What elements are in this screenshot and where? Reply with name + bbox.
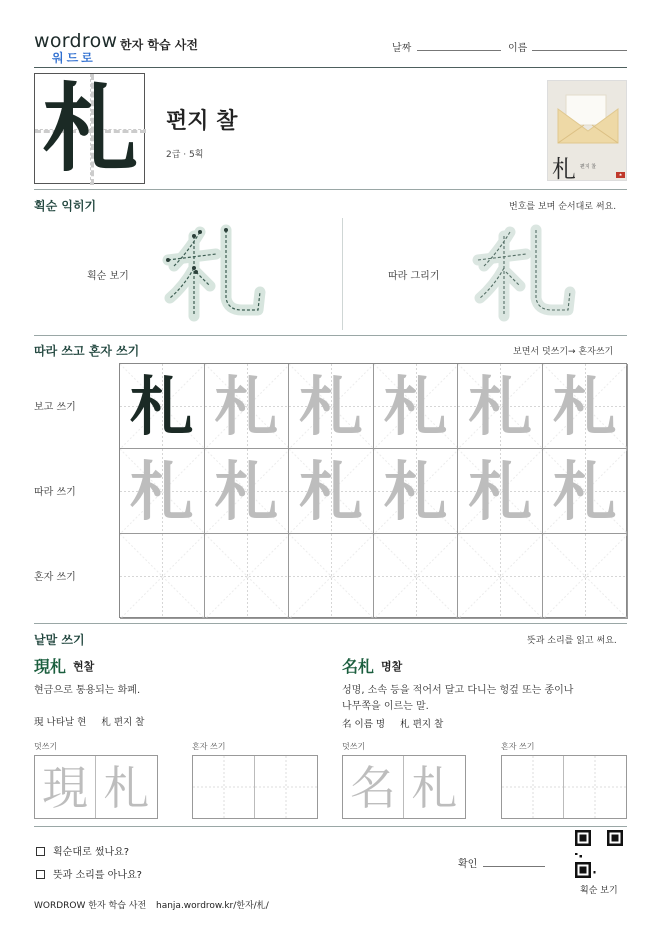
- word-parts: 名 이름 명 札 편지 찰: [342, 719, 444, 730]
- practice-char: 札: [129, 370, 194, 445]
- card-thumbnail: [547, 80, 627, 181]
- practice-section-hint: 보면서 덧쓰기→ 혼자쓰기: [513, 347, 614, 357]
- stroke-section-divider: [34, 335, 627, 336]
- practice-cell[interactable]: [205, 449, 290, 534]
- stroke-trace-diagram[interactable]: [470, 216, 580, 328]
- practice-cell[interactable]: [458, 534, 543, 619]
- word-hanja: 名札: [342, 657, 375, 676]
- thumbnail-badge: ★: [616, 172, 625, 178]
- stroke-section-hint: 번호를 보며 순서대로 써요.: [509, 202, 617, 212]
- practice-char: 札: [383, 370, 448, 445]
- practice-char: 札: [214, 370, 279, 445]
- word-solo-label: 혼자 쓰기: [192, 742, 226, 751]
- date-field[interactable]: [417, 50, 501, 51]
- stroke-trace-label: 따라 그리기: [388, 271, 440, 282]
- practice-grid[interactable]: [119, 363, 627, 618]
- practice-cell[interactable]: [289, 449, 374, 534]
- entry-title: 편지 찰: [166, 109, 238, 134]
- trace-char: 名: [350, 761, 396, 815]
- thumbnail-caption: 편지 찰: [580, 164, 597, 170]
- trace-char: 現: [42, 761, 88, 815]
- practice-char: 札: [298, 370, 363, 445]
- word-solo-box[interactable]: [501, 755, 627, 819]
- practice-char: 札: [214, 455, 279, 530]
- practice-char: 札: [552, 370, 617, 445]
- word-trace-box[interactable]: [342, 755, 466, 819]
- word-hanja: 現札: [34, 657, 67, 676]
- row-label-solo: 혼자 쓰기: [34, 572, 76, 583]
- practice-cell[interactable]: [374, 534, 459, 619]
- practice-cell[interactable]: [120, 449, 205, 534]
- practice-char: 札: [552, 455, 617, 530]
- word-solo-box[interactable]: [192, 755, 318, 819]
- footer-brand: WORDROW 한자 학습 사전: [34, 901, 147, 911]
- trace-char: 札: [103, 761, 150, 815]
- checkbox[interactable]: [36, 847, 45, 856]
- practice-cell[interactable]: [205, 364, 290, 449]
- word-trace-box[interactable]: [34, 755, 158, 819]
- practice-cell[interactable]: [374, 364, 459, 449]
- practice-cell[interactable]: [543, 364, 628, 449]
- word-definition: 나무쪽을 이르는 말.: [342, 701, 429, 712]
- entry-divider: [34, 189, 627, 190]
- name-label: 이름: [508, 43, 528, 54]
- checklist-item[interactable]: 획순대로 썼나요?: [36, 843, 129, 858]
- practice-cell[interactable]: [458, 449, 543, 534]
- word-trace-label: 덧쓰기: [34, 742, 58, 751]
- practice-section-title: 따라 쓰고 혼자 쓰기: [34, 344, 140, 358]
- thumbnail-character: 札: [552, 155, 576, 181]
- word-definition: 현금으로 통용되는 화폐.: [34, 685, 141, 696]
- logo-wordrow: wordrow: [34, 30, 118, 52]
- stroke-view-label: 획순 보기: [87, 271, 129, 282]
- name-field[interactable]: [532, 50, 627, 51]
- qr-code[interactable]: [575, 830, 623, 878]
- footer-url[interactable]: hanja.wordrow.kr/한자/札/: [156, 901, 269, 911]
- vocab-section-hint: 뜻과 소리를 읽고 써요.: [527, 636, 617, 646]
- practice-char: 札: [129, 455, 194, 530]
- practice-char: 札: [383, 455, 448, 530]
- word-reading: 현찰: [73, 660, 95, 673]
- practice-cell[interactable]: [120, 364, 205, 449]
- word-reading: 명찰: [381, 660, 403, 673]
- practice-cell[interactable]: [120, 534, 205, 619]
- practice-char: 札: [468, 455, 533, 530]
- main-character: 札: [42, 72, 139, 185]
- practice-char: 札: [298, 455, 363, 530]
- vocab-section-title: 낱말 쓰기: [34, 633, 85, 647]
- practice-cell[interactable]: [543, 449, 628, 534]
- checklist-item[interactable]: 뜻과 소리를 아나요?: [36, 866, 142, 881]
- confirm-label: 확인: [458, 859, 478, 870]
- practice-cell[interactable]: [374, 449, 459, 534]
- practice-cell[interactable]: [458, 364, 543, 449]
- row-label-trace: 따라 쓰기: [34, 487, 76, 498]
- word-solo-label: 혼자 쓰기: [501, 742, 535, 751]
- practice-section-divider: [34, 623, 627, 624]
- vocab-section-divider: [34, 826, 627, 827]
- qr-caption: 획순 보기: [580, 886, 618, 896]
- checkbox[interactable]: [36, 870, 45, 879]
- word-trace-label: 덧쓰기: [342, 742, 366, 751]
- stroke-order-diagram: [160, 216, 270, 328]
- entry-meta: 2급 · 5획: [166, 150, 204, 160]
- app-title: 한자 학습 사전: [120, 38, 198, 52]
- trace-char: 札: [411, 761, 458, 815]
- stroke-divider: [342, 218, 343, 330]
- stroke-section-title: 획순 익히기: [34, 199, 97, 213]
- word-definition: 성명, 소속 등을 적어서 달고 다니는 헝겊 또는 종이나: [342, 685, 574, 696]
- practice-cell[interactable]: [289, 534, 374, 619]
- confirm-field[interactable]: [483, 866, 545, 867]
- word-parts: 現 나타날 현 札 편지 찰: [34, 717, 145, 728]
- logo-korean: 워드로: [52, 51, 96, 65]
- practice-cell[interactable]: [543, 534, 628, 619]
- practice-char: 札: [468, 370, 533, 445]
- practice-cell[interactable]: [289, 364, 374, 449]
- practice-cell[interactable]: [205, 534, 290, 619]
- row-label-view: 보고 쓰기: [34, 402, 76, 413]
- main-character-box: [34, 73, 145, 184]
- date-label: 날짜: [392, 43, 412, 54]
